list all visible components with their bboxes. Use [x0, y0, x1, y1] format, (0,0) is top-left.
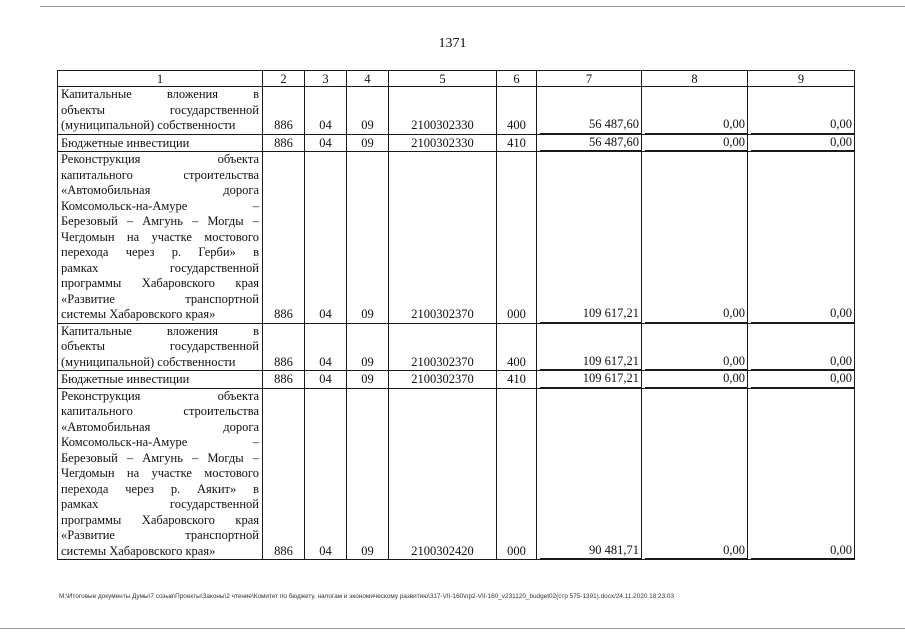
row-description [58, 371, 263, 389]
description-line: Капитальные вложения в [61, 323, 259, 338]
description-line: Бюджетные инвестиции [61, 135, 190, 150]
description-line: Комсомольск-на-Амуре – [61, 198, 259, 213]
expense-type-cell: 410 [497, 134, 537, 152]
description-line: системы Хабаровского края» [61, 543, 216, 558]
ministry-code-cell: 886 [263, 134, 305, 152]
row-description [58, 87, 263, 135]
bottom-edge-line [0, 628, 905, 629]
description-line: Чегдомын на участке мостового [61, 229, 259, 244]
header-cell: 7 [537, 71, 642, 87]
amount-cell [642, 87, 748, 135]
header-cell: 8 [642, 71, 748, 87]
subsection-code-cell: 09 [347, 87, 389, 135]
top-edge-line [40, 6, 905, 7]
amount-cell [748, 371, 855, 389]
row-description [58, 152, 263, 324]
header-row [58, 71, 855, 87]
document-path-footer: M:\Итоговые документы Думы\7 созыв\Проекты\Законы\2 чтение\Комитет по бюджету, налогам и экономическому развитию\317-VII-160\пр2-VII-160_v231120_budget02(стр 575-1391).docx/24.11.2020 18:23:03 [59, 593, 675, 600]
section-code-cell: 04 [305, 87, 347, 135]
row-description [58, 323, 263, 371]
subsection-code-cell: 09 [347, 371, 389, 389]
amount-value: 0,00 [645, 543, 747, 560]
section-code-cell: 04 [305, 152, 347, 324]
amount-cell [748, 134, 855, 152]
table-row [58, 87, 855, 135]
description-line: Капитальные вложения в [61, 87, 259, 101]
amount-value: 0,00 [751, 306, 854, 323]
ministry-code-cell: 886 [263, 388, 305, 560]
header-cell: 5 [389, 71, 497, 87]
row-description [58, 134, 263, 152]
amount-cell [642, 388, 748, 560]
budget-table [57, 70, 855, 560]
subsection-code-cell: 09 [347, 152, 389, 324]
amount-cell [748, 388, 855, 560]
expense-type-cell: 000 [497, 152, 537, 324]
amount-value: 0,00 [751, 354, 854, 371]
amount-cell [642, 152, 748, 324]
amount-value: 56 487,60 [540, 117, 641, 134]
description-line: программы Хабаровского края [61, 512, 259, 527]
page-number: 1371 [438, 36, 467, 51]
table-row [58, 152, 855, 324]
amount-cell [537, 371, 642, 389]
target-article-cell: 2100302330 [389, 134, 497, 152]
table-row [58, 134, 855, 152]
subsection-code-cell: 09 [347, 134, 389, 152]
ministry-code-cell: 886 [263, 371, 305, 389]
amount-value: 0,00 [645, 135, 747, 152]
description-line: (муниципальной) собственности [61, 354, 236, 369]
description-line: капитального строительства [61, 404, 259, 418]
header-cell: 6 [497, 71, 537, 87]
description-line: «Автомобильная дорога [61, 183, 259, 197]
ministry-code-cell: 886 [263, 87, 305, 135]
subsection-code-cell: 09 [347, 388, 389, 560]
amount-cell [748, 87, 855, 135]
target-article-cell: 2100302370 [389, 323, 497, 371]
amount-value: 90 481,71 [540, 543, 641, 560]
description-line: Реконструкция объекта [61, 388, 259, 403]
table-row [58, 388, 855, 560]
description-line: (муниципальной) собственности [61, 118, 236, 132]
description-line: «Автомобильная дорога [61, 419, 259, 434]
description-line: Чегдомын на участке мостового [61, 466, 259, 480]
description-line: рамках государственной [61, 260, 259, 275]
description-line: системы Хабаровского края» [61, 307, 216, 321]
description-line: рамках государственной [61, 497, 259, 511]
target-article-cell: 2100302420 [389, 388, 497, 560]
row-description [58, 388, 263, 560]
amount-value: 0,00 [645, 306, 747, 323]
amount-cell [748, 152, 855, 324]
section-code-cell: 04 [305, 371, 347, 389]
description-line: Реконструкция объекта [61, 152, 259, 166]
description-line: перехода через р. Герби» в [61, 245, 259, 259]
header-cell: 1 [58, 71, 263, 87]
description-line: программы Хабаровского края [61, 276, 259, 290]
description-line: объекты государственной [61, 339, 259, 353]
amount-value: 109 617,21 [540, 354, 641, 371]
description-line: капитального строительства [61, 167, 259, 182]
header-cell: 4 [347, 71, 389, 87]
description-line: Бюджетные инвестиции [61, 372, 190, 386]
expense-type-cell: 000 [497, 388, 537, 560]
amount-value: 0,00 [751, 371, 854, 388]
amount-cell [537, 388, 642, 560]
ministry-code-cell: 886 [263, 323, 305, 371]
section-code-cell: 04 [305, 134, 347, 152]
amount-cell [537, 87, 642, 135]
expense-type-cell: 410 [497, 371, 537, 389]
amount-cell [642, 134, 748, 152]
amount-value: 0,00 [645, 117, 747, 134]
section-code-cell: 04 [305, 323, 347, 371]
header-cell: 3 [305, 71, 347, 87]
amount-value: 109 617,21 [540, 306, 641, 323]
description-line: «Развитие транспортной [61, 291, 259, 306]
subsection-code-cell: 09 [347, 323, 389, 371]
expense-type-cell: 400 [497, 87, 537, 135]
amount-value: 0,00 [645, 371, 747, 388]
amount-cell [748, 323, 855, 371]
target-article-cell: 2100302330 [389, 87, 497, 135]
amount-value: 56 487,60 [540, 135, 641, 152]
description-line: перехода через р. Аякит» в [61, 481, 259, 496]
ministry-code-cell: 886 [263, 152, 305, 324]
amount-value: 0,00 [751, 543, 854, 560]
description-line: Комсомольск-на-Амуре – [61, 435, 259, 449]
description-line: Березовый – Амгунь – Могды – [61, 450, 259, 465]
amount-value: 109 617,21 [540, 371, 641, 388]
description-line: объекты государственной [61, 102, 259, 117]
amount-value: 0,00 [645, 354, 747, 371]
table-row [58, 323, 855, 371]
header-cell: 2 [263, 71, 305, 87]
table-row [58, 371, 855, 389]
description-line: Березовый – Амгунь – Могды – [61, 214, 259, 228]
description-line: «Развитие транспортной [61, 528, 259, 542]
target-article-cell: 2100302370 [389, 152, 497, 324]
amount-cell [537, 134, 642, 152]
amount-cell [642, 371, 748, 389]
section-code-cell: 04 [305, 388, 347, 560]
amount-value: 0,00 [751, 117, 854, 134]
amount-value: 0,00 [751, 135, 854, 152]
header-cell: 9 [748, 71, 855, 87]
expense-type-cell: 400 [497, 323, 537, 371]
amount-cell [537, 152, 642, 324]
amount-cell [537, 323, 642, 371]
amount-cell [642, 323, 748, 371]
target-article-cell: 2100302370 [389, 371, 497, 389]
